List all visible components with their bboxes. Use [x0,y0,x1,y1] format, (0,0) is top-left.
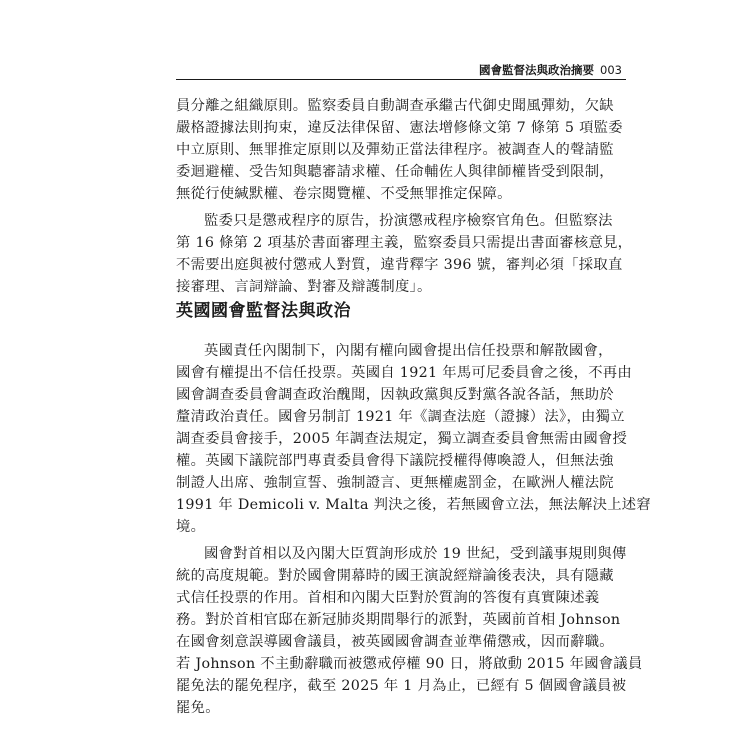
text-line: 罷免。 [176,700,220,716]
running-header-title: 國會監督法與政治摘要 [479,63,595,77]
page-number: 003 [600,63,622,77]
text-line: 員分離之組織原則。監察委員自動調查承繼古代御史聞風彈劾，欠缺 [176,98,614,114]
text-line: 1991 年 Demicoli v. Malta 判決之後，若無國會立法，無法解決上述窘 [176,497,651,513]
running-header [176,62,622,80]
header-rule [176,79,626,80]
text-line: 英國責任內閣制下，內閣有權向國會提出信任投票和解散國會， [204,343,613,359]
text-line: 委迴避權、受告知與聽審請求權、任命輔佐人與律師權皆受到限制， [176,164,614,180]
text-line: 無從行使緘默權、卷宗閱覽權、不受無罪推定保障。 [176,186,512,202]
text-line: 統的高度規範。對於國會開幕時的國王演說經辯論後表決，具有隱藏 [176,568,614,584]
text-line: 第 16 條第 2 項基於書面審理主義，監察委員只需提出書面審核意見， [176,235,633,251]
text-line: 境。 [176,519,206,535]
section-heading: 英國國會監督法與政治 [176,301,351,321]
text-line: 務。對於首相官邸在新冠肺炎期間舉行的派對，英國前首相 Johnson [176,612,621,628]
text-line: 國會對首相以及內閣大臣質詢形成於 19 世紀，受到議事規則與傳 [204,546,627,562]
text-line: 制證人出席、強制宣誓、強制證言、更無權處罰金，在歐洲人權法院 [176,475,614,491]
text-line: 國會有權提出不信任投票。英國自 1921 年馬可尼委員會之後，不再由 [176,365,632,381]
text-line: 接審理、言詞辯論、對審及辯護制度」。 [176,279,432,295]
text-line: 釐清政治責任。國會另制訂 1921 年《調查法庭（證據）法》，由獨立 [176,409,625,425]
text-line: 式信任投票的作用。首相和內閣大臣對於質詢的答復有真實陳述義 [176,590,600,606]
text-line: 調查委員會接手，2005 年調查法規定，獨立調查委員會無需由國會授 [176,431,628,447]
text-line: 嚴格證據法則拘束，違反法律保留、憲法增修條文第 7 條第 5 項監委 [176,120,623,136]
text-line: 不需要出庭與被付懲戒人對質，違背釋字 396 號，審判必須「採取直 [176,257,623,273]
text-line: 在國會刻意誤導國會議員，被英國國會調查並準備懲戒，因而辭職。 [176,634,614,650]
text-line: 監委只是懲戒程序的原告，扮演懲戒程序檢察官角色。但監察法 [204,213,613,229]
text-line: 中立原則、無罪推定原則以及彈劾正當法律程序。被調查人的聲請監 [176,142,614,158]
text-line: 國會調查委員會調查政治醜聞，因執政黨與反對黨各說各話，無助於 [176,387,614,403]
text-line: 罷免法的罷免程序，截至 2025 年 1 月為止，已經有 5 個國會議員被 [176,678,627,694]
text-line: 若 Johnson 不主動辭職而被懲戒停權 90 日，將啟動 2015 年國會議員 [176,656,643,672]
text-line: 權。英國下議院部門專責委員會得下議院授權得傳喚證人，但無法強 [176,453,614,469]
